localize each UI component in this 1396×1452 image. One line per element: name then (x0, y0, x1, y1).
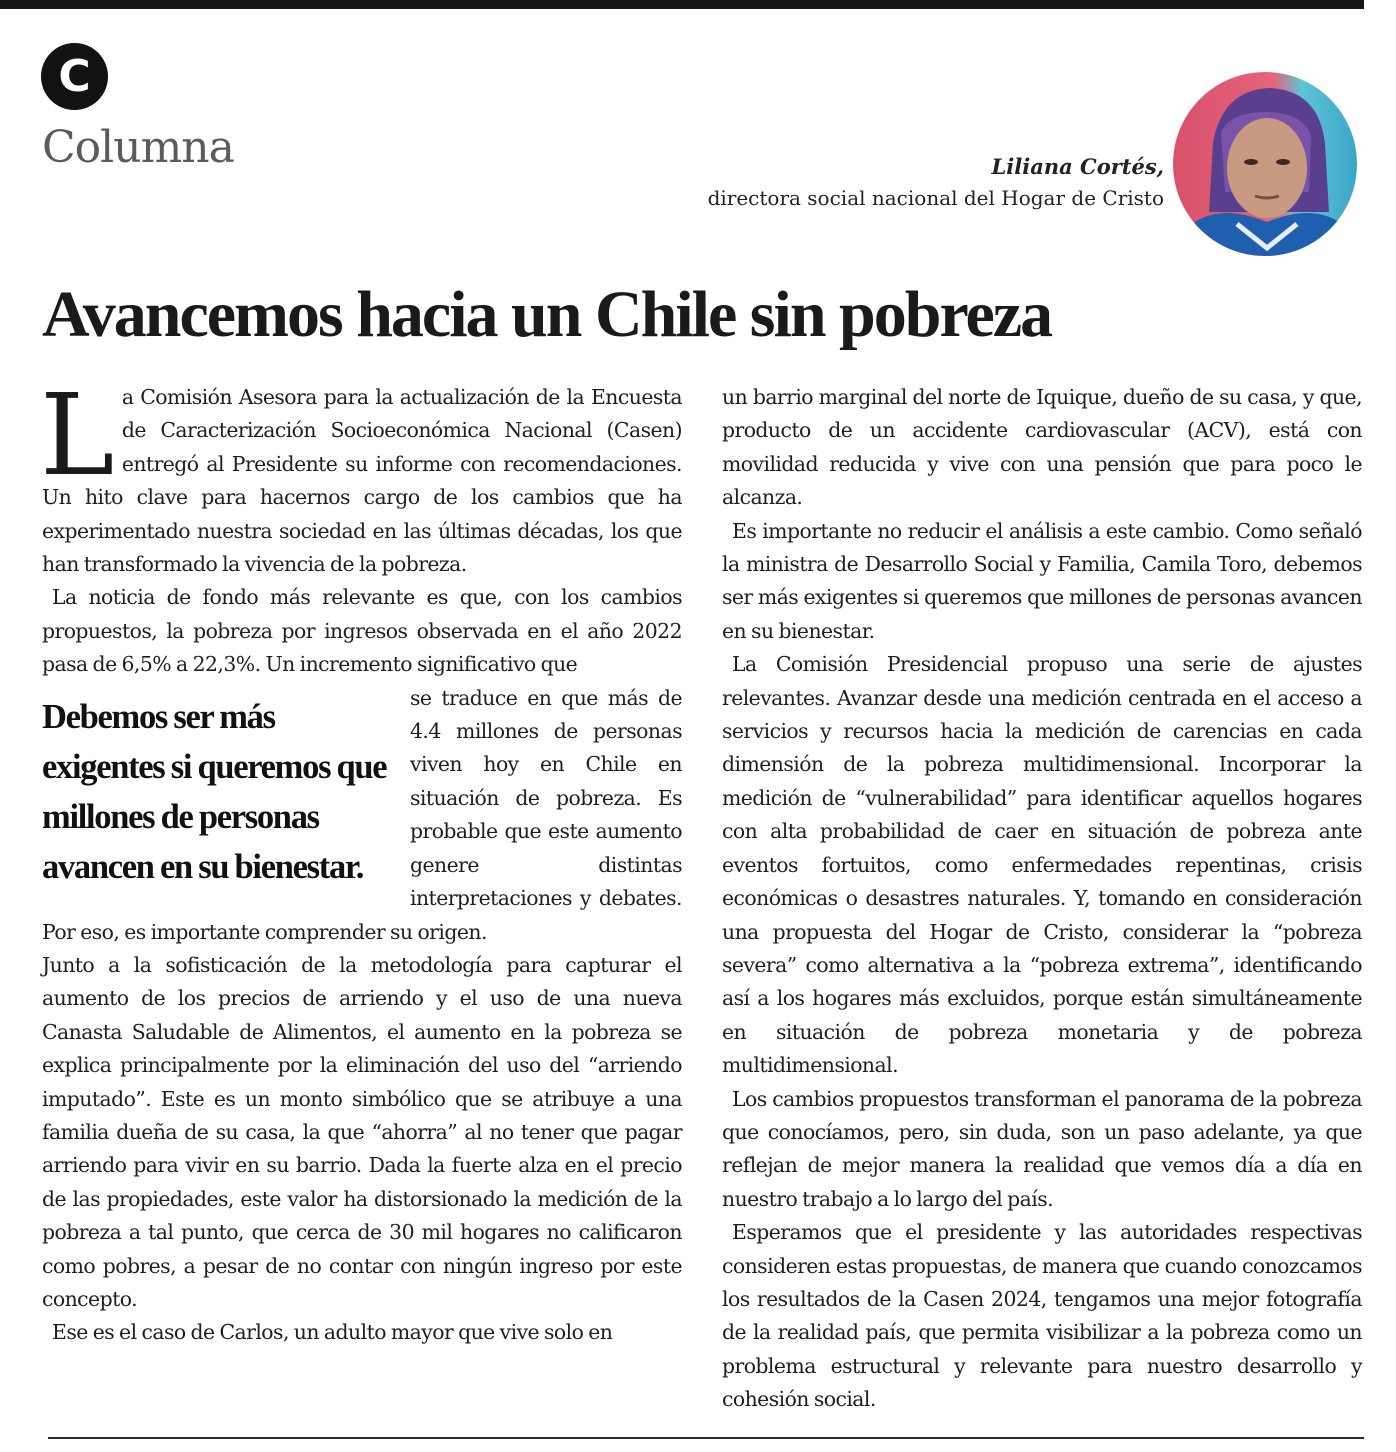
paragraph-3: Junto a la sofisticación de la metodología para capturar el aumento de los precios de arriendo y el uso de una nueva Canasta Saludable de Alimentos, el aumento en la pobreza se explica principalmente por la eliminación del uso del “arriendo imputado”. Este es un monto simbólico que se atribuye a una familia dueña de su casa, la que “ahorra” al no tener que pagar arriendo para vivir en su barrio. Dada la fuerte alza en el precio de las propiedades, este valor ha distorsionado la medición de la pobreza a tal punto, que cerca de 30 mil hogares no calificaron como pobres, a pesar de no contar con ningún ingreso por este concepto. (42, 952, 682, 1311)
paragraph-1-text: a Comisión Asesora para la actualización de la Encuesta de Caracterización Socioeconómica Nacional (Casen) entregó al Presidente su informe con recomendaciones. Un hito clave para hacernos cargo de los cambios que ha experimentado nuestra sociedad en las últimas décadas, los que han transformado la vivencia de la pobreza. (42, 385, 682, 577)
paragraph-8: Los cambios propuestos transforman el panorama de la pobreza que conocíamos, pero, sin duda, son un paso adelante, ya que reflejan de mejor manera la realidad que vemos día a día en nuestro trabajo a lo largo del país. (722, 1086, 1362, 1211)
author-name: Liliana Cortés, (991, 154, 1164, 179)
paragraph-4: Ese es el caso de Carlos, un adulto mayor que vive solo en (52, 1320, 613, 1345)
paragraph-2a: La noticia de fondo más relevante es que, con los cambios propuestos, la pobreza por ingresos observada en el año 2022 pasa de 6,5% a 22,3%. Un incremento significativo que (42, 585, 682, 677)
top-rule (0, 0, 1364, 9)
author-photo (1173, 72, 1357, 256)
pull-quote: Debemos ser más exigentes si queremos que millones de personas avancen en su bienestar. (42, 697, 387, 886)
drop-cap: L (40, 371, 114, 501)
paragraph-5: un barrio marginal del norte de Iquique, dueño de su casa, y que, producto de un accidente cardiovascular (ACV), está con movilidad reducida y vive con una pensión que para poco le alcanza. (722, 385, 1362, 510)
article-column-left (40, 371, 682, 1350)
bottom-rule (48, 1437, 1364, 1439)
section-label: Columna (42, 122, 234, 173)
paragraph-6: Es importante no reducir el análisis a este cambio. Como señaló la ministra de Desarrollo Social y Familia, Camila Toro, debemos ser más exigentes si queremos que millones de personas avancen en su bienestar. (722, 518, 1362, 643)
paragraph-2b (42, 682, 682, 949)
article-column-right (722, 381, 1362, 1417)
paragraph-7: La Comisión Presidencial propuso una serie de ajustes relevantes. Avanzar desde una medición centrada en el acceso a servicios y recursos hacia la medición de carencias en cada dimensión de la pobreza multidimensional. Incorporar la medición de “vulnerabilidad” para identificar aquellos hogares con alta probabilidad de caer en situación de pobreza ante eventos fortuitos, como enfermedades repentinas, crisis económicas o desastres naturales. Y, tomando en consideración una propuesta del Hogar de Cristo, considerar la “pobreza severa” como alternativa a la “pobreza extrema”, identificando así a los hogares más excluidos, porque están simultáneamente en situación de pobreza monetaria y de pobreza multidimensional. (722, 652, 1362, 1078)
headline: Avancemos hacia un Chile sin pobreza (42, 278, 1052, 351)
section-badge (41, 43, 108, 110)
section-badge-letter: C (58, 51, 91, 102)
paragraph-1 (40, 371, 682, 581)
author-role: directora social nacional del Hogar de Cristo (707, 186, 1164, 210)
paragraph-2b-text: se traduce en que más de 4.4 millones de personas viven hoy en Chile en situación de pobreza. Es probable que este aumento genere distintas interpretaciones y debates. Por eso, es importante comprender su origen. (42, 685, 682, 944)
paragraph-9: Esperamos que el presidente y las autoridades respectivas consideren estas propuestas, de manera que cuando conozcamos los resultados de la Casen 2024, tengamos una mejor fotografía de la realidad país, que permita visibilizar a la pobreza como un problema estructural y relevante para nuestro desarrollo y cohesión social. (722, 1220, 1362, 1412)
author-byline (708, 152, 1164, 214)
